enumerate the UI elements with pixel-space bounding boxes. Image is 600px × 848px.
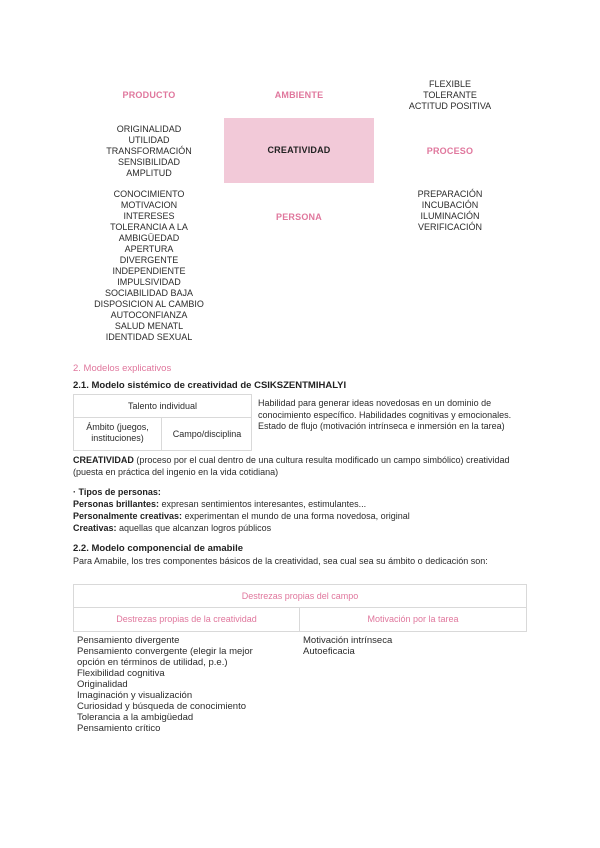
list-item: IMPULSIVIDAD bbox=[117, 277, 181, 287]
sistemico-table bbox=[73, 394, 252, 451]
amabile-table bbox=[73, 584, 527, 632]
sistemico-description: Habilidad para generar ideas novedosas en un dominio de conocimiento específico. Habilidades cognitivas y emocionales. Estado de flujo (motivación intrínseca e inmersión en la tarea) bbox=[258, 398, 512, 431]
list-item: ILUMINACIÓN bbox=[420, 211, 480, 221]
list-item: Flexibilidad cognitiva bbox=[77, 668, 165, 679]
list-item: UTILIDAD bbox=[128, 135, 170, 145]
list-item: AUTOCONFIANZA bbox=[110, 310, 188, 320]
list-item: AMPLITUD bbox=[126, 168, 172, 178]
list-item: CONOCIMIENTO bbox=[113, 189, 185, 199]
list-item: ACTITUD POSITIVA bbox=[408, 101, 492, 111]
section-heading: 2. Modelos explicativos bbox=[73, 363, 172, 374]
tipo-item bbox=[73, 511, 410, 523]
amabile-right-cell: Motivación por la tarea bbox=[367, 614, 459, 624]
list-item: Originalidad bbox=[77, 679, 128, 690]
grid-producto-label: PRODUCTO bbox=[122, 90, 176, 100]
creatividad-cell bbox=[224, 118, 374, 183]
amabile-right-list bbox=[303, 635, 503, 657]
list-item: VERIFICACIÓN bbox=[417, 222, 482, 232]
creatividad-label: CREATIVIDAD bbox=[267, 145, 331, 155]
tipo-item bbox=[73, 523, 271, 535]
list-item: opción en términos de utilidad, p.e.) bbox=[77, 657, 228, 668]
grid-ambiente-label: AMBIENTE bbox=[274, 90, 324, 100]
creatividad-paragraph bbox=[73, 455, 523, 478]
ambito-cell: Ámbito (juegos, instituciones) bbox=[74, 418, 162, 450]
tipo-def: expresan sentimientos interesantes, estimulantes... bbox=[159, 499, 367, 509]
list-item: MOTIVACION bbox=[120, 200, 178, 210]
list-item: SOCIABILIDAD BAJA bbox=[104, 288, 194, 298]
list-item: Tolerancia a la ambigüedad bbox=[77, 712, 194, 723]
list-item: TRANSFORMACIÓN bbox=[106, 146, 192, 156]
list-item: IDENTIDAD SEXUAL bbox=[105, 332, 193, 342]
tipo-item bbox=[73, 499, 366, 511]
grid-producto-list bbox=[75, 124, 223, 179]
tipo-term: Personas brillantes: bbox=[73, 499, 160, 509]
list-item: Pensamiento convergente (elegir la mejor bbox=[77, 646, 253, 657]
subsection-heading-1: 2.1. Modelo sistémico de creatividad de CSIKSZENTMIHALYI bbox=[73, 380, 347, 391]
amabile-left-cell: Destrezas propias de la creatividad bbox=[74, 608, 300, 631]
tipo-def: aquellas que alcanzan logros públicos bbox=[116, 523, 272, 533]
amabile-top-cell: Destrezas propias del campo bbox=[74, 585, 526, 608]
list-item: APERTURA bbox=[124, 244, 174, 254]
list-item: Autoeficacia bbox=[303, 646, 355, 657]
list-item: Curiosidad y búsqueda de conocimiento bbox=[77, 701, 246, 712]
talento-cell: Talento individual bbox=[74, 395, 251, 418]
tipo-term: Creativas: bbox=[73, 523, 117, 533]
amabile-intro: Para Amabile, los tres componentes básicos de la creatividad, sea cual sea su ámbito o dedicación son: bbox=[73, 556, 488, 566]
creatividad-term: CREATIVIDAD bbox=[73, 455, 134, 465]
list-item: SENSIBILIDAD bbox=[117, 157, 181, 167]
subsection-heading-2: 2.2. Modelo componencial de amabile bbox=[73, 543, 243, 554]
tipo-term: Personalmente creativas: bbox=[73, 511, 183, 521]
tipo-def: experimentan el mundo de una forma novedosa, original bbox=[182, 511, 410, 521]
tipos-heading: · Tipos de personas: bbox=[73, 487, 161, 497]
list-item: DIVERGENTE bbox=[119, 255, 179, 265]
list-item: Pensamiento divergente bbox=[77, 635, 180, 646]
list-item: FLEXIBLE bbox=[428, 79, 472, 89]
list-item: PREPARACIÓN bbox=[417, 189, 483, 199]
list-item: INDEPENDIENTE bbox=[112, 266, 186, 276]
campo-cell: Campo/disciplina bbox=[172, 429, 242, 439]
list-item: Imaginación y visualización bbox=[77, 690, 193, 701]
grid-persona-list bbox=[75, 189, 223, 343]
list-item: SALUD MENATL bbox=[114, 321, 184, 331]
amabile-left-list bbox=[77, 635, 297, 734]
grid-proceso-list bbox=[375, 189, 525, 233]
list-item: DISPOSICION AL CAMBIO bbox=[94, 299, 204, 309]
list-item: AMBIGÜEDAD bbox=[118, 233, 180, 243]
grid-ambiente-list bbox=[375, 79, 525, 112]
grid-proceso-label: PROCESO bbox=[426, 146, 474, 156]
list-item: TOLERANTE bbox=[423, 90, 477, 100]
list-item: TOLERANCIA A LA bbox=[110, 222, 188, 232]
grid-persona-label: PERSONA bbox=[276, 212, 322, 222]
list-item: ORIGINALIDAD bbox=[116, 124, 182, 134]
creatividad-definition: (proceso por el cual dentro de una cultura resulta modificado un campo simbólico) creatividad (puesta en práctica del ingenio en la vida cotidiana) bbox=[73, 455, 510, 477]
list-item: Motivación intrínseca bbox=[303, 635, 393, 646]
list-item: INTERESES bbox=[123, 211, 175, 221]
list-item: INCUBACIÓN bbox=[421, 200, 479, 210]
list-item: Pensamiento crítico bbox=[77, 723, 161, 734]
